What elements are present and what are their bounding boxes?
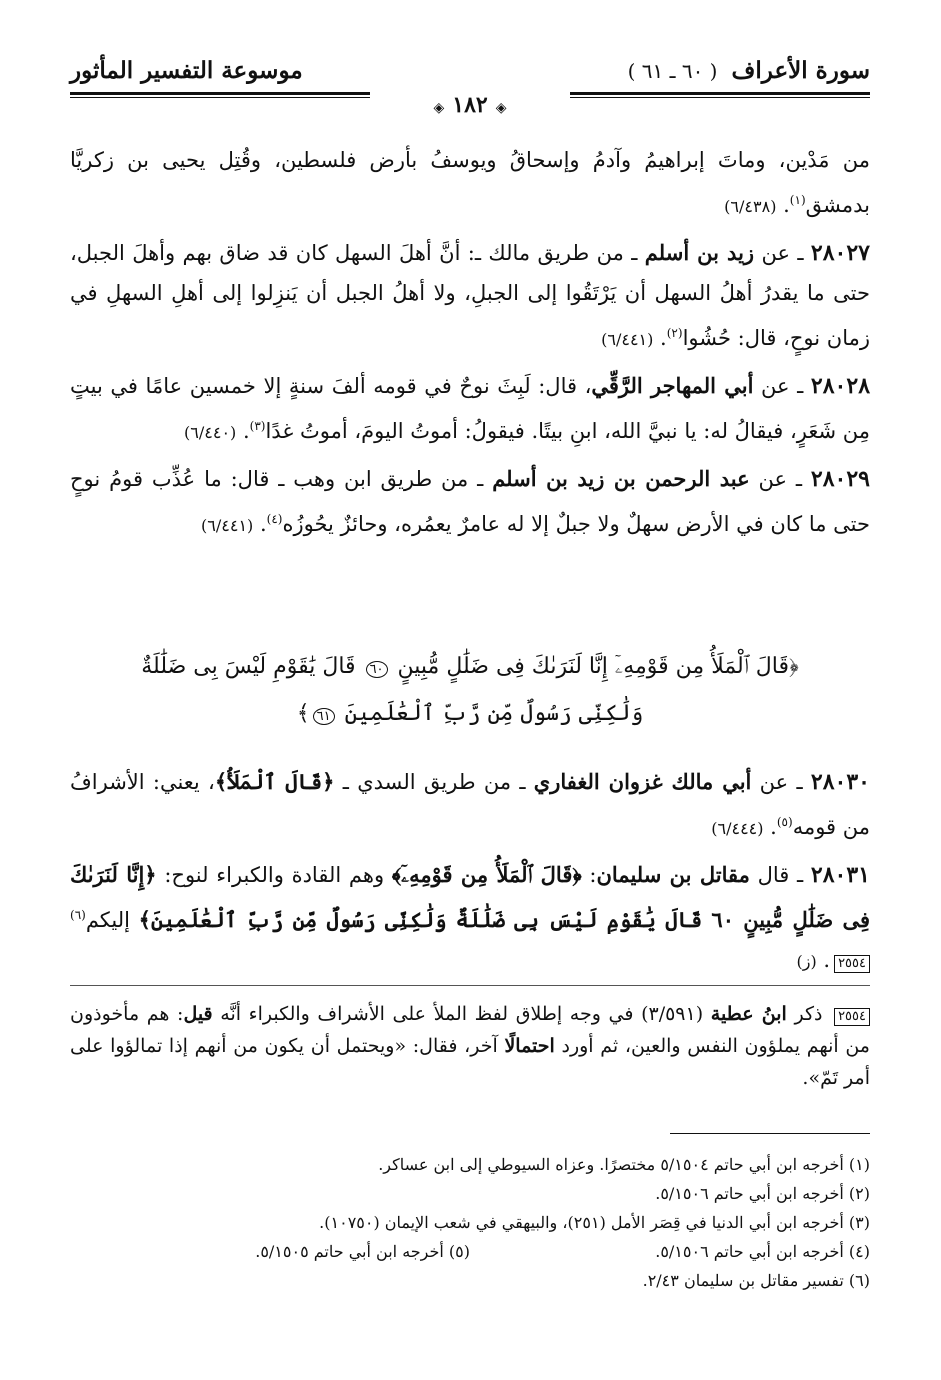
entry-number: ٢٨٠٢٩ — [810, 466, 870, 492]
footnotes — [70, 1150, 870, 1295]
narrator-name: عبد الرحمن بن زيد بن أسلم — [492, 466, 750, 491]
footnote-marker: (٤) — [266, 512, 283, 526]
emphasis: قيل — [183, 1003, 213, 1025]
carry-over-paragraph: من مَدْين، وماتَ إبراهيمُ وآدمُ وإسحاقُ ويوسفُ بأرض فلسطين، وقُتِل يحيى بن زكريَّا بدمشق$^{(١)}$. (٦/٤٣٨) — [70, 148, 870, 217]
quran-quote: ﴿قَالَ ٱلْمَلَأُ مِن قَوْمِهِۦٓ﴾ — [391, 862, 582, 887]
footnote-marker: (١) — [789, 193, 806, 207]
narrator-name: أبي مالك غزوان الغفاري — [533, 769, 752, 794]
narration-entry: ٢٨٠٢٨ ـ عن أبي المهاجر الرَّقِّي، قال: لَبِثَ نوحٌ في قومه ألفَ سنةٍ إلا خمسين عامًا في بيتٍ مِن شَعَرٍ، فيقالُ له: يا نبيَّ الله، ابنِ بيتًا. فيقولُ: أموتُ اليومَ، أموتُ غدًا$^{(٣)}$. (٦/٤٤٠) — [70, 373, 871, 443]
footnote: (٢) أخرجه ابن أبي حاتم ٥/١٥٠٦. — [655, 1184, 870, 1203]
footnote-marker: (٣) — [249, 419, 266, 433]
entry-number: ٢٨٠٣١ — [810, 862, 870, 888]
quran-verse-block — [70, 645, 870, 739]
narration-entry: ٢٨٠٢٩ ـ عن عبد الرحمن بن زيد بن أسلم ـ من طريق ابن وهب ـ قال: ما عُذِّب قومُ نوحٍ حتى ما كان في الأرض سهلٌ ولا جبلٌ إلا له عامرٌ يعمُره، وحائزٌ يحُوزُه$^{(٤)}$. (٦/٤٤١) — [70, 466, 870, 536]
verse-line: وَلَٰكِنِّى رَسُولٌ مِّن رَّبِّ ٱلْعَٰلَمِينَ ٦١﴾ — [296, 701, 644, 726]
page-number: ◈ ١٨٢ ◈ — [370, 92, 570, 118]
entry-number: ٢٨٠٢٨ — [810, 373, 871, 399]
book-title: موسوعة التفسير المأثور — [70, 57, 303, 84]
ornament-icon: ◈ — [495, 100, 507, 116]
quran-quote: ﴿قَالَ ٱلْمَلَأُ﴾ — [214, 769, 335, 794]
footnote: (٥) أخرجه ابن أبي حاتم ٥/١٥٠٥. — [255, 1242, 470, 1261]
volume-reference: (٦/٤٤٤) — [711, 819, 764, 838]
ornament-icon: ◈ — [433, 100, 445, 116]
commentary-separator — [70, 985, 870, 986]
footnote-marker: (٦) — [70, 908, 86, 922]
volume-reference: (٦/٤٤٠) — [184, 423, 237, 442]
source-marker: (ز) — [796, 952, 817, 971]
scholar-name: ابنُ عطية — [710, 1003, 787, 1025]
footnote: (٦) تفسير مقاتل بن سليمان ٢/٤٣. — [642, 1271, 870, 1290]
ayah-number-icon: ٦٠ — [366, 661, 388, 678]
footnote-marker: (٥) — [776, 815, 793, 829]
main-text-2 — [70, 762, 870, 982]
surah-title — [628, 57, 870, 84]
commentary-marker: ٢٥٥٤ — [834, 955, 870, 973]
ayah-number-icon: ٦١ — [313, 708, 335, 725]
entry-number: ٢٨٠٣٠ — [810, 769, 870, 795]
main-text — [70, 140, 870, 546]
surah-name: سورة الأعراف — [731, 57, 870, 84]
footnote: (١) أخرجه ابن أبي حاتم ٥/١٥٠٤ مختصرًا. وعزاه السيوطي إلى ابن عساكر. — [378, 1155, 870, 1174]
volume-reference: (٦/٤٣٨) — [724, 197, 777, 216]
narration-entry: ٢٨٠٢٧ ـ عن زيد بن أسلم ـ من طريق مالك ـ: أنَّ أهلَ السهل كان قد ضاق بهم وأهلَ الجبل، حتى ما يقدرُ أهلُ السهل أن يَرْتَقُوا إلى الجبلِ، ولا أهلُ الجبل أن يَنزِلوا إلى أهلِ السهلِ في زمان نوحٍ، قال: حُشُوا$^{(٢)}$. (٦/٤٤١) — [70, 240, 870, 350]
footnote: (٤) أخرجه ابن أبي حاتم ٥/١٥٠٦. — [655, 1242, 870, 1261]
verse-line: ﴿قَالَ ٱلْمَلَأُ مِن قَوْمِهِۦٓ إِنَّا لَنَرَىٰكَ فِى ضَلَٰلٍ مُّبِينٍ ٦٠ قَالَ يَٰقَوْمِ لَيْسَ بِى ضَلَٰلَةٌ — [141, 654, 799, 679]
commentary-note: ٢٥٥٤ ذكر ابنُ عطية (٣/٥٩١) في وجه إطلاق لفظ الملأ على الأشراف والكبراء أنَّه قيل: هم مأخوذون من أنهم يملؤون النفس والعين، ثم أورد احتمالًا آخر، فقال: «ويحتمل أن يكون من أنهم إذا تمالؤوا على أمر تَمّ». — [70, 1003, 870, 1089]
footnote-rule — [670, 1133, 870, 1134]
entry-number: ٢٨٠٢٧ — [810, 240, 870, 266]
footnote: (٣) أخرجه ابن أبي الدنيا في قِصَر الأمل (٢٥١)، والبيهقي في شعب الإيمان (١٠٧٥٠). — [319, 1213, 870, 1232]
footnote-pair — [70, 1237, 870, 1266]
volume-reference: (٦/٤٤١) — [601, 330, 654, 349]
running-header — [70, 55, 870, 91]
verse-range: ( ٦٠ ـ ٦١ ) — [627, 59, 718, 83]
narrator-name: مقاتل بن سليمان — [596, 862, 750, 887]
volume-reference: (٦/٤٤١) — [201, 516, 254, 535]
narrator-name: أبي المهاجر الرَّقِّي — [591, 373, 754, 398]
narration-entry: ٢٨٠٣٠ ـ عن أبي مالك غزوان الغفاري ـ من طريق السدي ـ ﴿قَالَ ٱلْمَلَأُ﴾، يعني: الأشرافُ من قومه$^{(٥)}$. (٦/٤٤٤) — [70, 769, 870, 839]
quran-quote: ﴿إِنَّا لَنَرَىٰكَ فِى ضَلَٰلٍ مُّبِينٍ ٦٠ قَالَ يَٰقَوْمِ لَيْسَ بِى ضَلَٰلَةٌ وَلَٰكِنِّى رَسُولٌ مِّن رَّبِّ ٱلْعَٰلَمِينَ﴾ — [70, 862, 870, 932]
commentary-number: ٢٥٥٤ — [834, 1008, 870, 1026]
footnote-marker: (٢) — [666, 326, 683, 340]
narration-entry: ٢٨٠٣١ ـ قال مقاتل بن سليمان: ﴿قَالَ ٱلْمَلَأُ مِن قَوْمِهِۦٓ﴾ وهم القادة والكبراء لنوح: ﴿إِنَّا لَنَرَىٰكَ فِى ضَلَٰلٍ مُّبِينٍ ٦٠ قَالَ يَٰقَوْمِ لَيْسَ بِى ضَلَٰلَةٌ وَلَٰكِنِّى رَسُولٌ مِّن رَّبِّ ٱلْعَٰلَمِينَ﴾ إليكم$^{(٦)}$٢٥٥٤. (ز) — [70, 862, 870, 972]
emphasis: احتمالًا — [504, 1035, 555, 1057]
narrator-name: زيد بن أسلم — [644, 240, 755, 265]
